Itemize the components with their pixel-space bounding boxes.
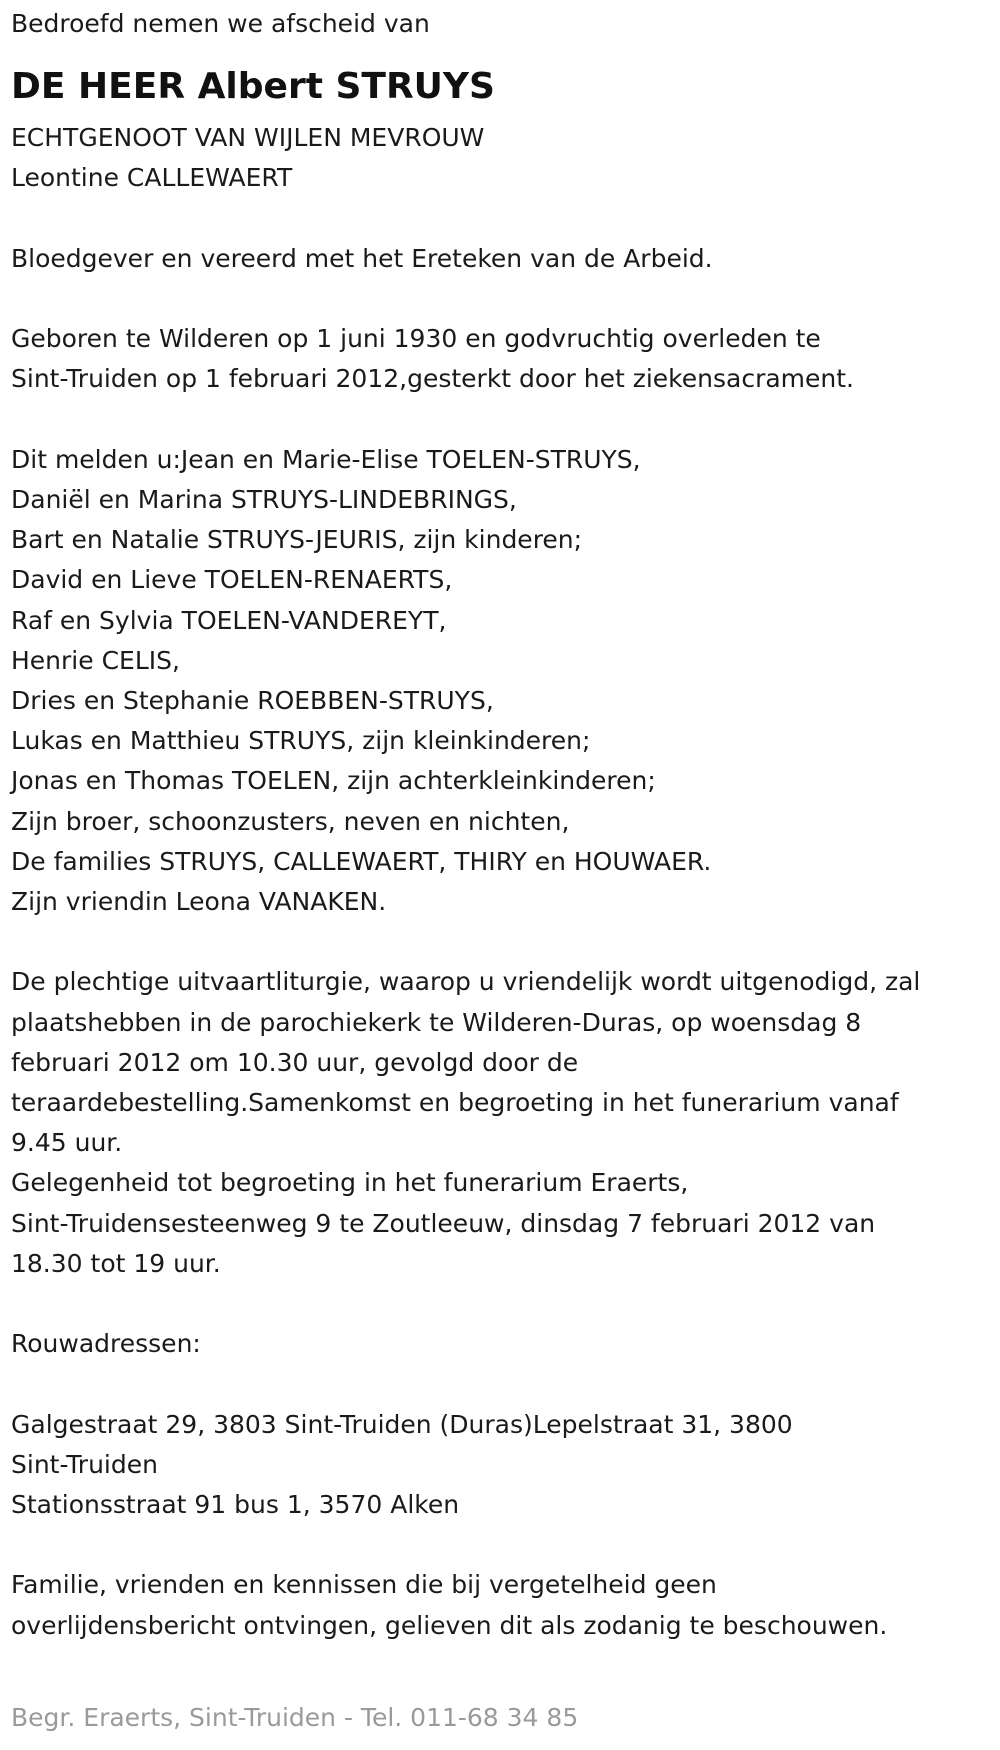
family-line: Daniël en Marina STRUYS-LINDEBRINGS,	[11, 484, 517, 514]
family-line: Dries en Stephanie ROEBBEN-STRUYS,	[11, 686, 494, 715]
spouse-line: Leontine CALLEWAERT	[11, 163, 293, 193]
ceremony-line: plaatshebben in de parochiekerk te Wilderen-Duras, op woensdag 8	[11, 1007, 862, 1037]
spacer	[11, 922, 991, 962]
ceremony-line: 9.45 uur.	[11, 1128, 123, 1158]
family-line: Jonas en Thomas TOELEN, zijn achterkleinkinderen;	[11, 766, 656, 796]
spacer	[11, 1364, 991, 1404]
spacer	[11, 279, 991, 319]
family-line: Dit melden u:Jean en Marie-Elise TOELEN-STRUYS,	[11, 444, 641, 474]
address-line: Sint-Truiden	[11, 1449, 158, 1479]
birth-death-line: Sint-Truiden op 1 februari 2012,gesterkt door het ziekensacrament.	[11, 364, 854, 394]
family-line: Henrie CELIS,	[11, 645, 180, 675]
deceased-name: DE HEER Albert STRUYS	[11, 66, 495, 108]
family-line: Zijn vriendin Leona VANAKEN.	[11, 887, 387, 917]
ceremony-line: De plechtige uitvaartliturgie, waarop u vriendelijk wordt uitgenodigd, zal	[11, 967, 921, 997]
family-line: De families STRUYS, CALLEWAERT, THIRY en HOUWAER.	[11, 846, 712, 876]
ceremony-line: Gelegenheid tot begroeting in het funerarium Eraerts,	[11, 1168, 689, 1198]
address-line: Galgestraat 29, 3803 Sint-Truiden (Duras)Lepelstraat 31, 3800	[11, 1409, 793, 1439]
closing-line: overlijdensbericht ontvingen, gelieven dit als zodanig te beschouwen.	[11, 1610, 888, 1640]
spacer	[11, 199, 991, 239]
family-line: Raf en Sylvia TOELEN-VANDEREYT,	[11, 605, 447, 635]
addresses-heading: Rouwadressen:	[11, 1329, 201, 1359]
undertaker-footer: Begr. Eraerts, Sint-Truiden - Tel. 011-68 34 85	[11, 1703, 579, 1732]
closing-line: Familie, vrienden en kennissen die bij vergetelheid geen	[11, 1570, 717, 1600]
family-line: Lukas en Matthieu STRUYS, zijn kleinkinderen;	[11, 726, 591, 756]
ceremony-line: 18.30 tot 19 uur.	[11, 1248, 221, 1278]
birth-death-line: Geboren te Wilderen op 1 juni 1930 en godvruchtig overleden te	[11, 324, 821, 354]
spacer	[11, 1525, 991, 1565]
spacer	[11, 1284, 991, 1324]
ceremony-line: Sint-Truidensesteenweg 9 te Zoutleeuw, dinsdag 7 februari 2012 van	[11, 1208, 876, 1238]
family-line: David en Lieve TOELEN-RENAERTS,	[11, 565, 453, 595]
intro-text: Bedroefd nemen we afscheid van	[11, 9, 430, 38]
ceremony-line: februari 2012 om 10.30 uur, gevolgd door de	[11, 1047, 579, 1077]
spacer	[11, 1646, 991, 1686]
honors-text: Bloedgever en vereerd met het Ereteken van de Arbeid.	[11, 243, 713, 273]
family-line: Bart en Natalie STRUYS-JEURIS, zijn kinderen;	[11, 525, 583, 555]
ceremony-line: teraardebestelling.Samenkomst en begroeting in het funerarium vanaf	[11, 1088, 899, 1118]
family-line: Zijn broer, schoonzusters, neven en nichten,	[11, 806, 570, 836]
address-line: Stationsstraat 91 bus 1, 3570 Alken	[11, 1490, 460, 1520]
spacer	[11, 400, 991, 440]
spouse-line: ECHTGENOOT VAN WIJLEN MEVROUW	[11, 123, 485, 153]
